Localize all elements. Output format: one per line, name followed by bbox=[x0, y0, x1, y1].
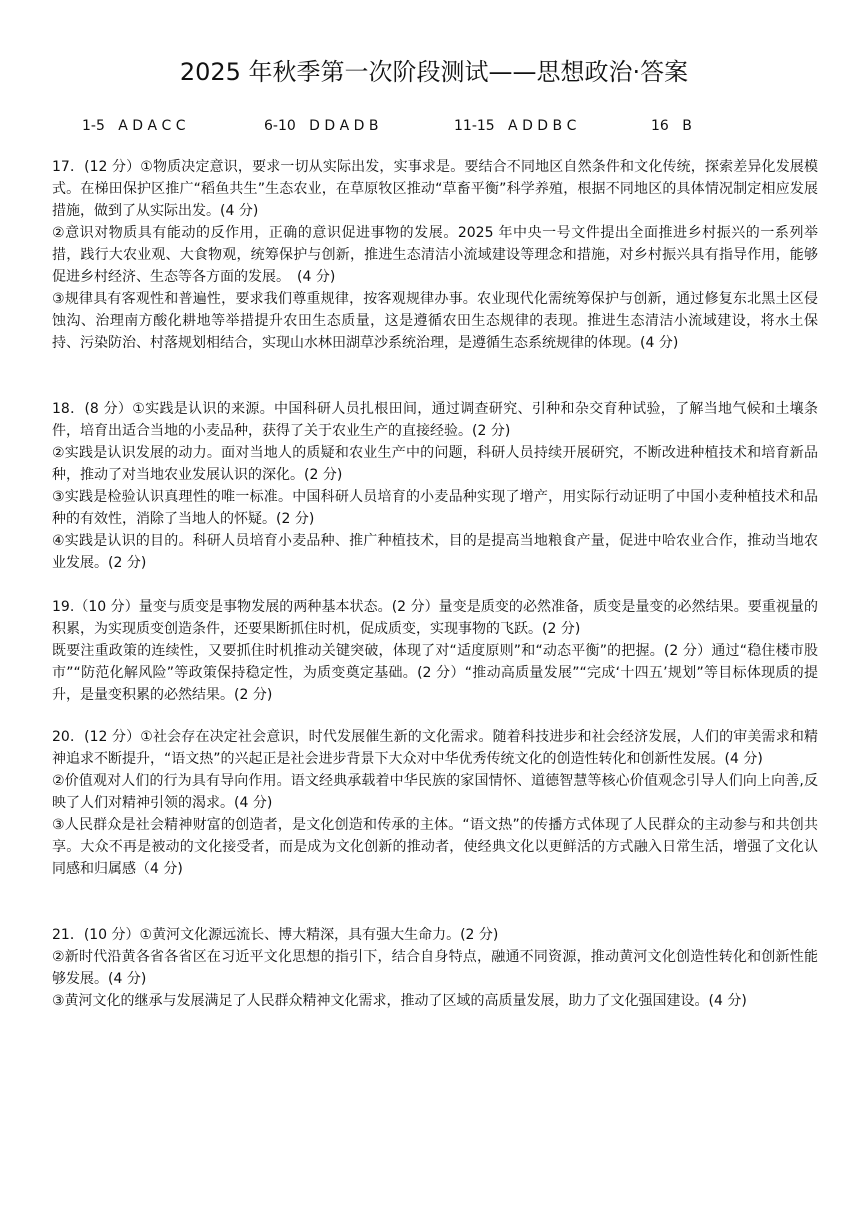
answer-paragraph: ②意识对物质具有能动的反作用，正确的意识促进事物的发展。2025 年中央一号文件提出全面推进乡村振兴的一系列举措，践行大农业观、大食物观，统筹保护与创新，推进生态清洁小流域建设等理念和措施，对乡村振兴具有指导作用，能够促进乡村经济、生态等各方面的发展。 (4 分) bbox=[52, 225, 818, 285]
answer-paragraph: 既要注重政策的连续性，又要抓住时机推动关键突破，体现了对“适度原则”和“动态平衡”的把握。(2 分）通过“稳住楼市股市”“防范化解风险”等政策保持稳定性，为质变奠定基础。(2 分）“推动高质量发展”“完成‘十四五’规划”等目标体现质的提升，是量变积累的必然结果。(2 分) bbox=[52, 643, 818, 703]
answer-paragraph: ③规律具有客观性和普遍性，要求我们尊重规律，按客观规律办事。农业现代化需统筹保护与创新，通过修复东北黑土区侵蚀沟、治理南方酸化耕地等举措提升农田生态质量，这是遵循农田生态规律的表现。推进生态清洁小流域建设，将水土保持、污染防治、村落规划相结合，实现山水林田湖草沙系统治理，是遵循生态系统规律的体现。(4 分) bbox=[52, 291, 818, 351]
answer-range: 11-15 bbox=[454, 118, 495, 134]
answer-range: 16 bbox=[651, 118, 669, 134]
answer-group bbox=[82, 115, 186, 137]
answer-paragraph: 17．(12 分）①物质决定意识，要求一切从实际出发，实事求是。要结合不同地区自然条件和文化传统，探索差异化发展模式。在梯田保护区推广“稻鱼共生”生态农业，在草原牧区推动“草畜平衡”科学养殖，根据不同地区的具体情况制定相应发展措施，做到了从实际出发。(4 分) bbox=[52, 159, 818, 219]
answer-paragraph: ②实践是认识发展的动力。面对当地人的质疑和农业生产中的问题，科研人员持续开展研究，不断改进种植技术和培育新品种，推动了对当地农业发展认识的深化。(2 分) bbox=[52, 445, 818, 483]
answer-group bbox=[651, 115, 692, 137]
answer-paragraph: ③实践是检验认识真理性的唯一标准。中国科研人员培育的小麦品种实现了增产，用实际行动证明了中国小麦种植技术和品种的有效性，消除了当地人的怀疑。(2 分) bbox=[52, 489, 818, 527]
answer-paragraph: ③人民群众是社会精神财富的创造者，是文化创造和传承的主体。“语文热”的传播方式体现了人民群众的主动参与和共创共享。大众不再是被动的文化接受者，而是成为文化创新的推动者，使经典文化以更鲜活的方式融入日常生活，增强了文化认同感和归属感（4 分) bbox=[52, 817, 818, 877]
answer-paragraph: ③黄河文化的继承与发展满足了人民群众精神文化需求，推动了区域的高质量发展，助力了文化强国建设。(4 分) bbox=[52, 993, 747, 1009]
answer-paragraph: ②新时代沿黄各省各省区在习近平文化思想的指引下，结合自身特点，融通不同资源，推动黄河文化创造性转化和创新性能够发展。(4 分) bbox=[52, 949, 818, 987]
question-21-answer bbox=[52, 924, 818, 1012]
answer-paragraph: ②价值观对人们的行为具有导向作用。语文经典承载着中华民族的家国情怀、道德智慧等核心价值观念引导人们向上向善,反映了人们对精神引领的渴求。(4 分) bbox=[52, 773, 818, 811]
answer-letters: D D A D B bbox=[309, 118, 379, 134]
answer-paragraph: 18．(8 分）①实践是认识的来源。中国科研人员扎根田间，通过调查研究、引种和杂交育种试验，了解当地气候和土壤条件，培育出适合当地的小麦品种，获得了关于农业生产的直接经验。(2 分) bbox=[52, 401, 818, 439]
answer-letters: A D D B C bbox=[508, 118, 577, 134]
answer-letters: A D A C C bbox=[118, 118, 186, 134]
answer-letters: B bbox=[682, 118, 692, 134]
question-19-answer bbox=[52, 596, 818, 706]
document-title: 2025 年秋季第一次阶段测试——思想政治·答案 bbox=[179, 58, 689, 86]
answer-paragraph: 20．(12 分）①社会存在决定社会意识，时代发展催生新的文化需求。随着科技进步和社会经济发展，人们的审美需求和精神追求不断提升，“语文热”的兴起正是社会进步背景下大众对中华优秀传统文化的创造性转化和创新性发展。(4 分) bbox=[52, 729, 818, 767]
multiple-choice-answers bbox=[0, 115, 868, 137]
answer-group bbox=[264, 115, 378, 137]
question-20-answer bbox=[52, 726, 818, 880]
answer-paragraph: 19.（10 分）量变与质变是事物发展的两种基本状态。(2 分）量变是质变的必然准备，质变是量变的必然结果。要重视量的积累，为实现质变创造条件，还要果断抓住时机，促成质变，实现事物的飞跃。(2 分) bbox=[52, 599, 818, 637]
answer-paragraph: ④实践是认识的目的。科研人员培育小麦品种、推广种植技术，目的是提高当地粮食产量，促进中哈农业合作，推动当地农业发展。(2 分) bbox=[52, 533, 818, 571]
answer-paragraph: 21．(10 分）①黄河文化源远流长、博大精深，具有强大生命力。(2 分) bbox=[52, 927, 499, 943]
answer-group bbox=[454, 115, 576, 137]
question-17-answer bbox=[52, 156, 818, 354]
answer-range: 1-5 bbox=[82, 118, 105, 134]
answer-range: 6-10 bbox=[264, 118, 296, 134]
question-18-answer bbox=[52, 398, 818, 574]
